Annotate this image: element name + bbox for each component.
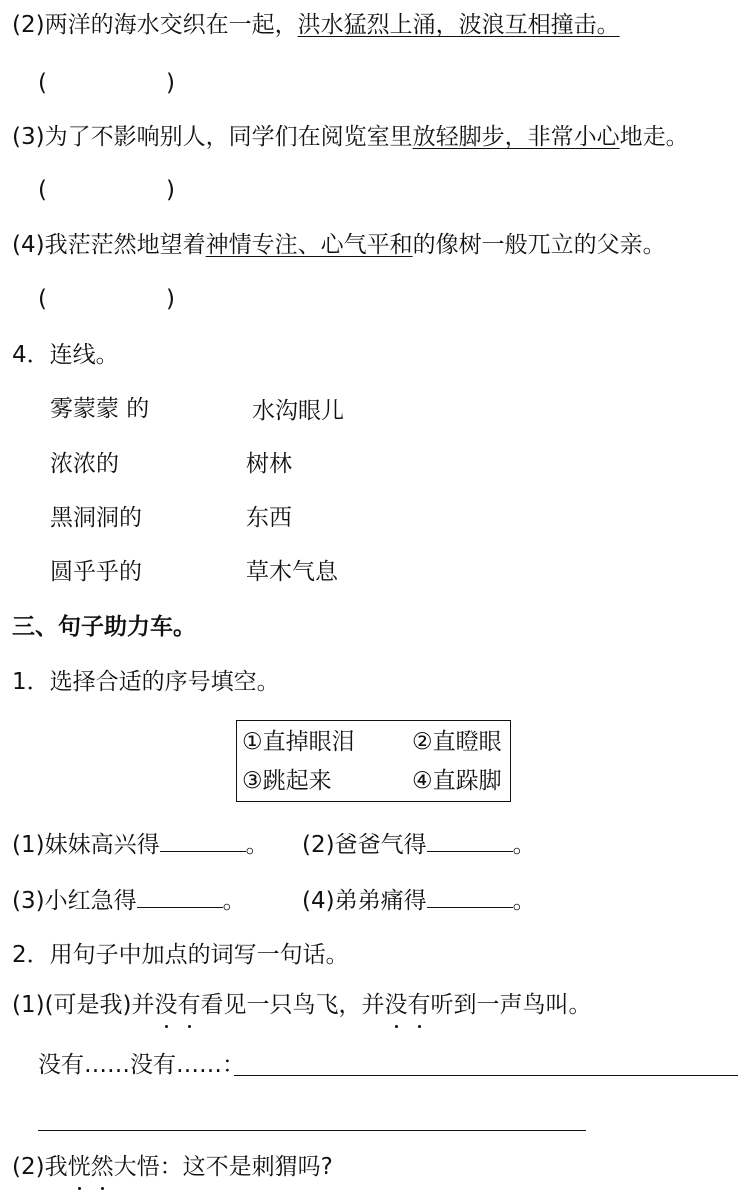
answer-paren-close: ) bbox=[166, 286, 175, 312]
sentence-text: 为了不影响别人，同学们在阅览室里 bbox=[44, 124, 413, 150]
s2-question-1 bbox=[12, 990, 592, 1020]
match-left-3: 黑洞洞的 bbox=[50, 505, 142, 531]
dotted-char: 没 bbox=[154, 992, 178, 1018]
dotted-char: 有 bbox=[177, 992, 201, 1018]
answer-blank[interactable] bbox=[137, 905, 223, 908]
match-right-1: 水沟眼儿 bbox=[252, 398, 344, 424]
answer-paren-close: ) bbox=[166, 70, 175, 96]
q3-item-4 bbox=[12, 230, 666, 260]
fill-item-3 bbox=[12, 886, 246, 916]
answer-paren-open: ( bbox=[38, 177, 47, 203]
sentence-tail: 地走。 bbox=[619, 124, 689, 150]
answer-line-2[interactable] bbox=[38, 1130, 586, 1131]
period: 。 bbox=[512, 832, 536, 858]
period: 。 bbox=[245, 832, 269, 858]
option-2: ②直瞪眼 bbox=[412, 729, 502, 755]
answer-blank[interactable] bbox=[427, 849, 513, 852]
match-right-2: 树林 bbox=[246, 451, 292, 477]
q3-item-3 bbox=[12, 122, 689, 152]
section-title: 三、句子助力车。 bbox=[12, 614, 196, 640]
item-number: (1) bbox=[12, 832, 45, 858]
q4-title: 4．连线。 bbox=[12, 342, 119, 368]
underlined-phrase: 神情专注、心气平和 bbox=[205, 232, 413, 258]
item-number: (4) bbox=[12, 232, 45, 258]
dotted-char: 恍 bbox=[67, 1154, 91, 1180]
match-left-2: 浓浓的 bbox=[50, 451, 119, 477]
sentence-text: 两洋的海水交织在一起， bbox=[44, 12, 298, 38]
answer-line-1[interactable] bbox=[234, 1075, 738, 1076]
fill-text: 小红急得 bbox=[44, 888, 137, 914]
fill-item-1 bbox=[12, 830, 269, 860]
option-1: ①直掉眼泪 bbox=[242, 729, 355, 755]
fill-text: 弟弟痛得 bbox=[334, 888, 427, 914]
match-right-4: 草木气息 bbox=[246, 559, 338, 585]
underlined-phrase: 放轻脚步，非常小心 bbox=[412, 124, 620, 150]
q3-item-2 bbox=[12, 10, 620, 40]
match-right-3: 东西 bbox=[246, 505, 292, 531]
sentence-text: (2)我 bbox=[12, 1154, 68, 1180]
sentence-text: 看见一只鸟飞，并 bbox=[200, 992, 385, 1018]
answer-paren-close: ) bbox=[166, 177, 175, 203]
dotted-char: 有 bbox=[407, 992, 431, 1018]
sentence-text: 我茫茫然地望着 bbox=[44, 232, 206, 258]
s1-title: 1．选择合适的序号填空。 bbox=[12, 669, 280, 695]
period: 。 bbox=[512, 888, 536, 914]
s2-question-2 bbox=[12, 1152, 333, 1182]
answer-blank[interactable] bbox=[160, 849, 246, 852]
dotted-char: 没 bbox=[384, 992, 408, 1018]
item-number: (2) bbox=[12, 12, 45, 38]
option-3: ③跳起来 bbox=[242, 768, 332, 794]
item-number: (2) bbox=[302, 832, 335, 858]
sentence-text: (1)(可是我)并 bbox=[12, 992, 155, 1018]
period: 。 bbox=[222, 888, 246, 914]
s2-prompt: 没有……没有……： bbox=[38, 1052, 245, 1078]
item-number: (3) bbox=[12, 124, 45, 150]
fill-item-2 bbox=[302, 830, 536, 860]
s2-title: 2．用句子中加点的词写一句话。 bbox=[12, 942, 349, 968]
item-number: (3) bbox=[12, 888, 45, 914]
fill-item-4 bbox=[302, 886, 536, 916]
answer-blank[interactable] bbox=[427, 905, 513, 908]
fill-text: 妹妹高兴得 bbox=[44, 832, 160, 858]
sentence-text: 听到一声鸟叫。 bbox=[430, 992, 592, 1018]
sentence-tail: 的像树一般兀立的父亲。 bbox=[412, 232, 666, 258]
match-left-1: 雾蒙蒙 的 bbox=[50, 396, 150, 422]
underlined-phrase: 洪水猛烈上涌，波浪互相撞击。 bbox=[297, 12, 620, 38]
sentence-text: 大悟：这不是刺猬吗? bbox=[113, 1154, 333, 1180]
dotted-char: 然 bbox=[90, 1154, 114, 1180]
options-box bbox=[236, 720, 511, 802]
answer-paren-open: ( bbox=[38, 286, 47, 312]
match-left-4: 圆乎乎的 bbox=[50, 559, 142, 585]
fill-text: 爸爸气得 bbox=[334, 832, 427, 858]
item-number: (4) bbox=[302, 888, 335, 914]
answer-paren-open: ( bbox=[38, 70, 47, 96]
option-4: ④直跺脚 bbox=[412, 768, 502, 794]
